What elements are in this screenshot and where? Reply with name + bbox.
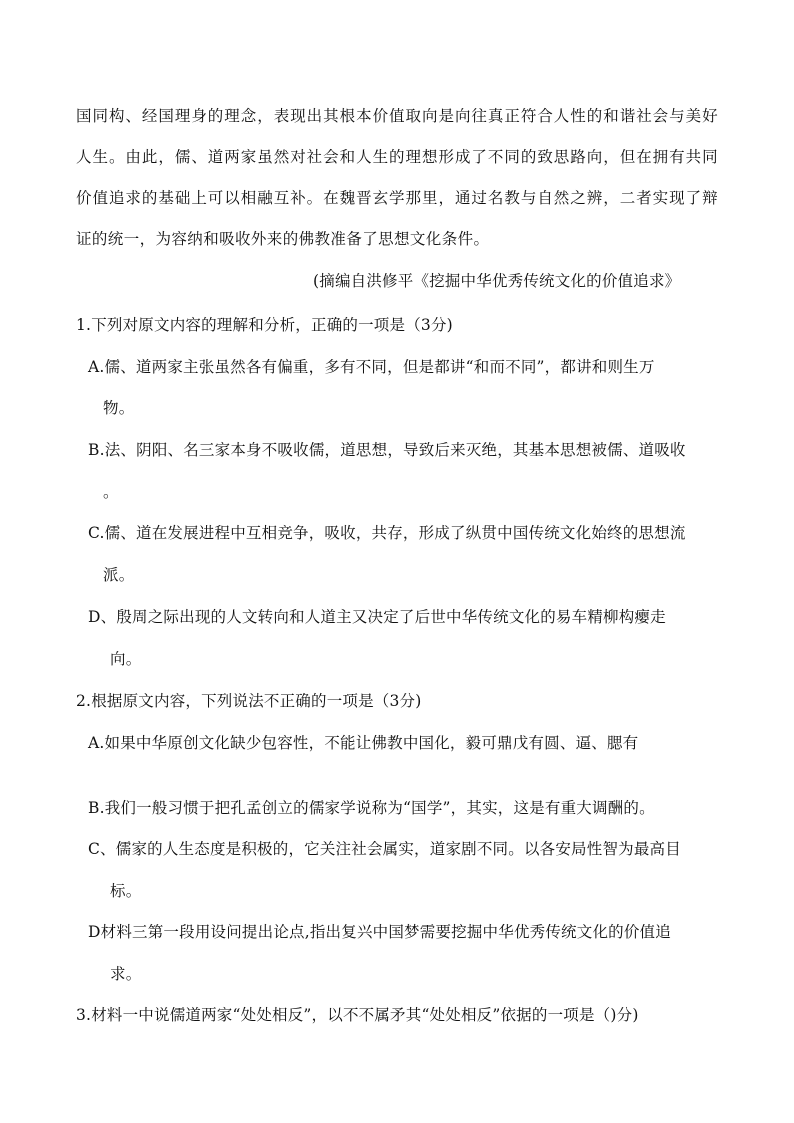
question-1-option-b: B.法、阴阳、名三家本身不吸收儒，道思想，导致后来灭绝，其基本思想被儒、道吸收	[88, 441, 686, 459]
passage-source: (摘编自洪修平《挖掘中华优秀传统文化的价值追求》	[313, 272, 681, 290]
passage-line-2: 人生。由此，儒、道两家虽然对社会和人生的理想形成了不同的致思路向，但在拥有共同	[76, 148, 718, 166]
question-2-option-c-cont: 标。	[110, 882, 142, 900]
question-3-stem: 3.材料一中说儒道两家“处处相反”，以不不属矛其“处处相反”依据的一项是（)分)	[76, 1006, 639, 1024]
question-1-option-d: D、殷周之际出现的人文转向和人道主又决定了后世中华传统文化的易车精柳构瘿走	[88, 608, 666, 626]
question-2-option-d-cont: 求。	[110, 965, 142, 983]
question-2-option-d: D材料三第一段用设问提出论点,指出复兴中国梦需要挖掘中华优秀传统文化的价值追	[88, 923, 671, 941]
passage-line-1: 国同构、经国理身的理念，表现出其根本价值取向是向往真正符合人性的和谐社会与美好	[76, 107, 718, 125]
passage-line-4: 证的统一，为容纳和吸收外来的佛教准备了思想文化条件。	[76, 230, 490, 248]
question-1-option-c-cont: 派。	[103, 566, 135, 584]
question-1-option-d-cont: 向。	[110, 650, 142, 668]
question-1-option-a-cont: 物。	[103, 399, 135, 417]
passage-line-3: 价值追求的基础上可以相融互补。在魏晋玄学那里，通过名教与自然之辨，二者实现了辩	[76, 189, 718, 207]
question-2-stem: 2.根据原文内容，下列说法不正确的一项是（3分)	[76, 692, 422, 710]
question-1-option-c: C.儒、道在发展进程中互相竞争，吸收，共存，形成了纵贯中国传统文化始终的思想流	[88, 524, 686, 542]
question-2-option-a: A.如果中华原创文化缺少包容性，不能让佛教中国化，毅可鼎戊有圆、逼、腮有	[88, 734, 639, 752]
question-2-option-c: C、儒家的人生态度是积极的，它关注社会属实，道家剧不同。以各安局性智为最高目	[88, 840, 681, 858]
question-1-stem: 1.下列对原文内容的理解和分析，正确的一项是（3分)	[76, 316, 453, 334]
question-1-option-b-cont: 。	[103, 483, 119, 501]
question-2-option-b: B.我们一般习惯于把孔孟创立的儒家学说称为“国学”，其实，这是有重大调酬的。	[88, 799, 655, 817]
question-1-option-a: A.儒、道两家主张虽然各有偏重，多有不同，但是都讲“和而不同”，都讲和则生万	[88, 358, 655, 376]
